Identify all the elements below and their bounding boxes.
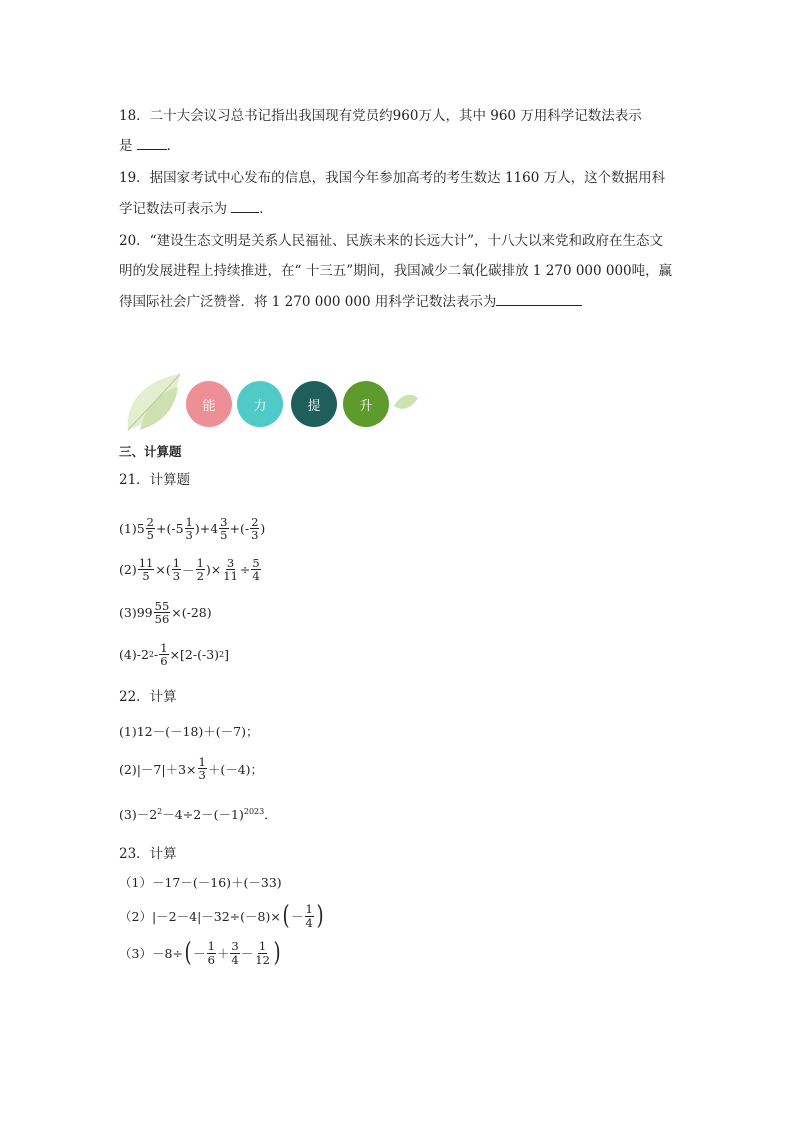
q21-part2: (2) $\frac{11}{5}$ ×( $\frac{1}{3}$ － $\frac{1}{2}$ )× $\frac{3}{11}$ ÷ $\frac{5}{4}$ <box>119 556 260 584</box>
banner-circle-2: 力 <box>237 381 283 427</box>
q20-line1: 20．“建设生态文明是关系人民福祉、民族未来的长远大计”，十八大以来党和政府在生态文 <box>119 233 663 249</box>
q21-part3: (3) 99 $\frac{55}{56}$ ×(-28) <box>119 599 212 627</box>
q21-title: 21．计算题 <box>119 472 191 488</box>
q23-title: 23．计算 <box>119 846 177 862</box>
q20-line2: 明的发展进程上持续推进，在“ 十三五”期间，我国减少二氧化碳排放 1 270 000 000吨，赢 <box>119 263 673 279</box>
q23-part3: （3）－8÷ ( － $\frac{1}{6}$ ＋ $\frac{3}{4}$ － $\frac{1}{12}$ ) <box>119 938 281 968</box>
q19-prefix: 学记数法可表示为 <box>119 201 232 217</box>
q22-title: 22．计算 <box>119 689 177 705</box>
q20-prefix: 得国际社会广泛赞誉．将 1 270 000 000 用科学记数法表示为 <box>119 294 497 310</box>
q19-line2 <box>119 197 273 217</box>
q19-line1: 19．据国家考试中心发布的信息，我国今年参加高考的考生数达 1160 万人，这个数据用科 <box>119 170 666 186</box>
q23-part1: （1）－17－(－16)＋(－33) <box>119 875 282 890</box>
q21-part1: (1) 5 $\frac{2}{5}$ +(-5 $\frac{1}{3}$ )+4 $\frac{3}{5}$ +(- $\frac{2}{3}$ ) <box>119 515 266 543</box>
banner-circle-3: 提 <box>291 381 337 427</box>
q23-part2: （2）|－2－4|－32÷(－8)× ( － $\frac{1}{4}$ ) <box>119 901 324 931</box>
q20-answer-blank[interactable] <box>496 293 582 306</box>
q20-line3 <box>119 290 582 310</box>
q18-prefix: 是 <box>119 138 137 154</box>
q22-part3: $(3)-2^2-4\div 2-(-1)^{2023}$． <box>119 806 277 822</box>
q22-part2: (2)|－7|＋3× $\frac{1}{3}$ ＋(－4)； <box>119 755 264 783</box>
banner-circle-4: 升 <box>343 381 389 427</box>
q19-answer-blank[interactable] <box>231 200 259 213</box>
banner-circle-1: 能 <box>186 381 232 427</box>
q18-end: ． <box>166 138 181 154</box>
q18-line1: 18．二十大会议习总书记指出我国现有党员约960万人，其中 960 万用科学记数法表示 <box>119 108 642 124</box>
q18-answer-blank[interactable] <box>137 137 167 150</box>
section-3-title: 三、计算题 <box>119 444 182 459</box>
q21-part4: (4) -2 2 - $\frac{1}{6}$ ×[2-(-3) 2 ] <box>119 641 230 669</box>
q22-part1: (1)12－(－18)＋(－7)； <box>119 724 259 739</box>
q19-end: ． <box>259 201 273 217</box>
q18-line2 <box>119 134 180 154</box>
